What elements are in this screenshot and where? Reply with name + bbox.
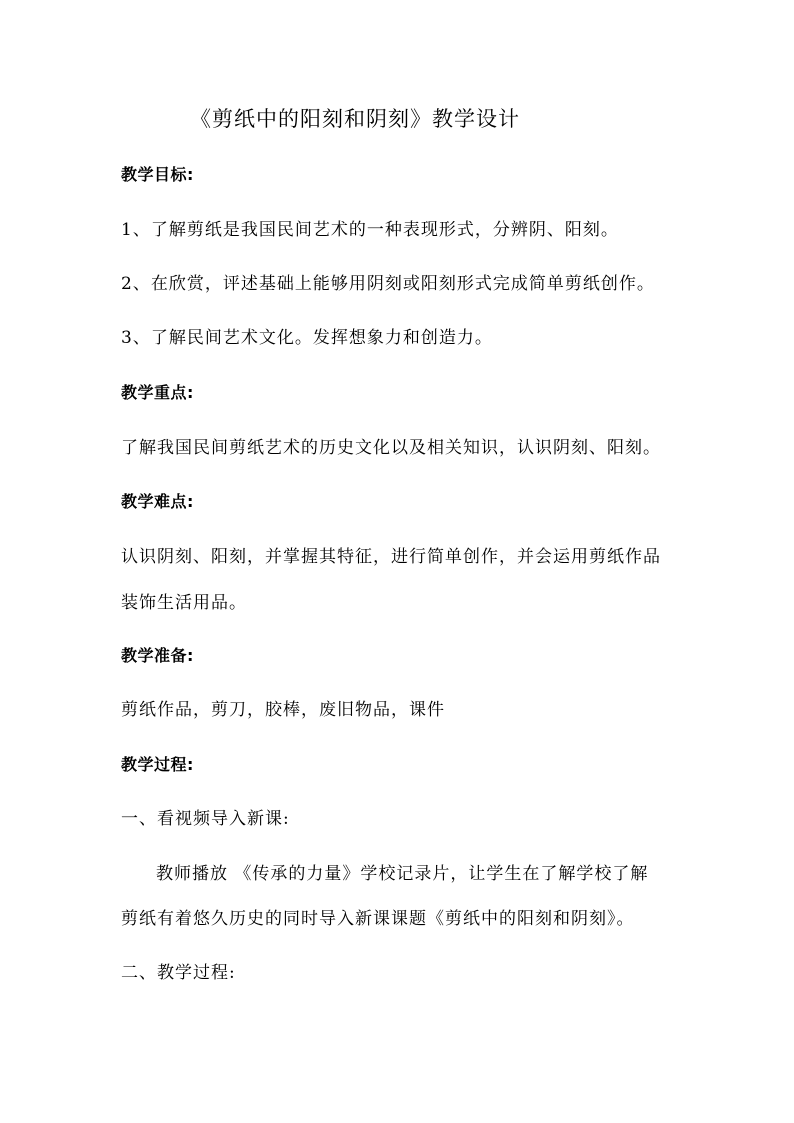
- section-1-text-line-1: 教师播放 《传承的力量》学校记录片，让学生在了解学校了解: [156, 864, 649, 884]
- goal-item-2: 2、在欣赏，评述基础上能够用阴刻或阳刻形式完成简单剪纸创作。: [121, 274, 655, 294]
- key-points-text: 了解我国民间剪纸艺术的历史文化以及相关知识，认识阴刻、阳刻。: [121, 438, 661, 458]
- section-2-heading: 二、教学过程:: [121, 963, 236, 983]
- difficulty-text-line-2: 装饰生活用品。: [121, 593, 247, 613]
- goal-item-1: 1、了解剪纸是我国民间艺术的一种表现形式，分辨阴、阳刻。: [121, 220, 619, 240]
- preparation-heading: 教学准备:: [121, 646, 194, 665]
- goals-heading: 教学目标:: [121, 165, 194, 184]
- difficulty-text-line-1: 认识阴刻、阳刻，并掌握其特征，进行简单创作，并会运用剪纸作品: [121, 547, 661, 567]
- section-1-text-line-2: 剪纸有着悠久历史的同时导入新课课题《剪纸中的阳刻和阴刻》。: [121, 909, 635, 929]
- document-title: 《剪纸中的阳刻和阴刻》教学设计: [190, 107, 520, 131]
- goal-item-3: 3、了解民间艺术文化。发挥想象力和创造力。: [121, 328, 493, 348]
- difficulty-heading: 教学难点:: [121, 492, 194, 511]
- section-1-heading: 一、看视频导入新课:: [121, 809, 290, 829]
- process-heading: 教学过程:: [121, 755, 194, 774]
- key-points-heading: 教学重点:: [121, 383, 194, 402]
- preparation-text: 剪纸作品，剪刀，胶棒，废旧物品，课件: [121, 700, 445, 720]
